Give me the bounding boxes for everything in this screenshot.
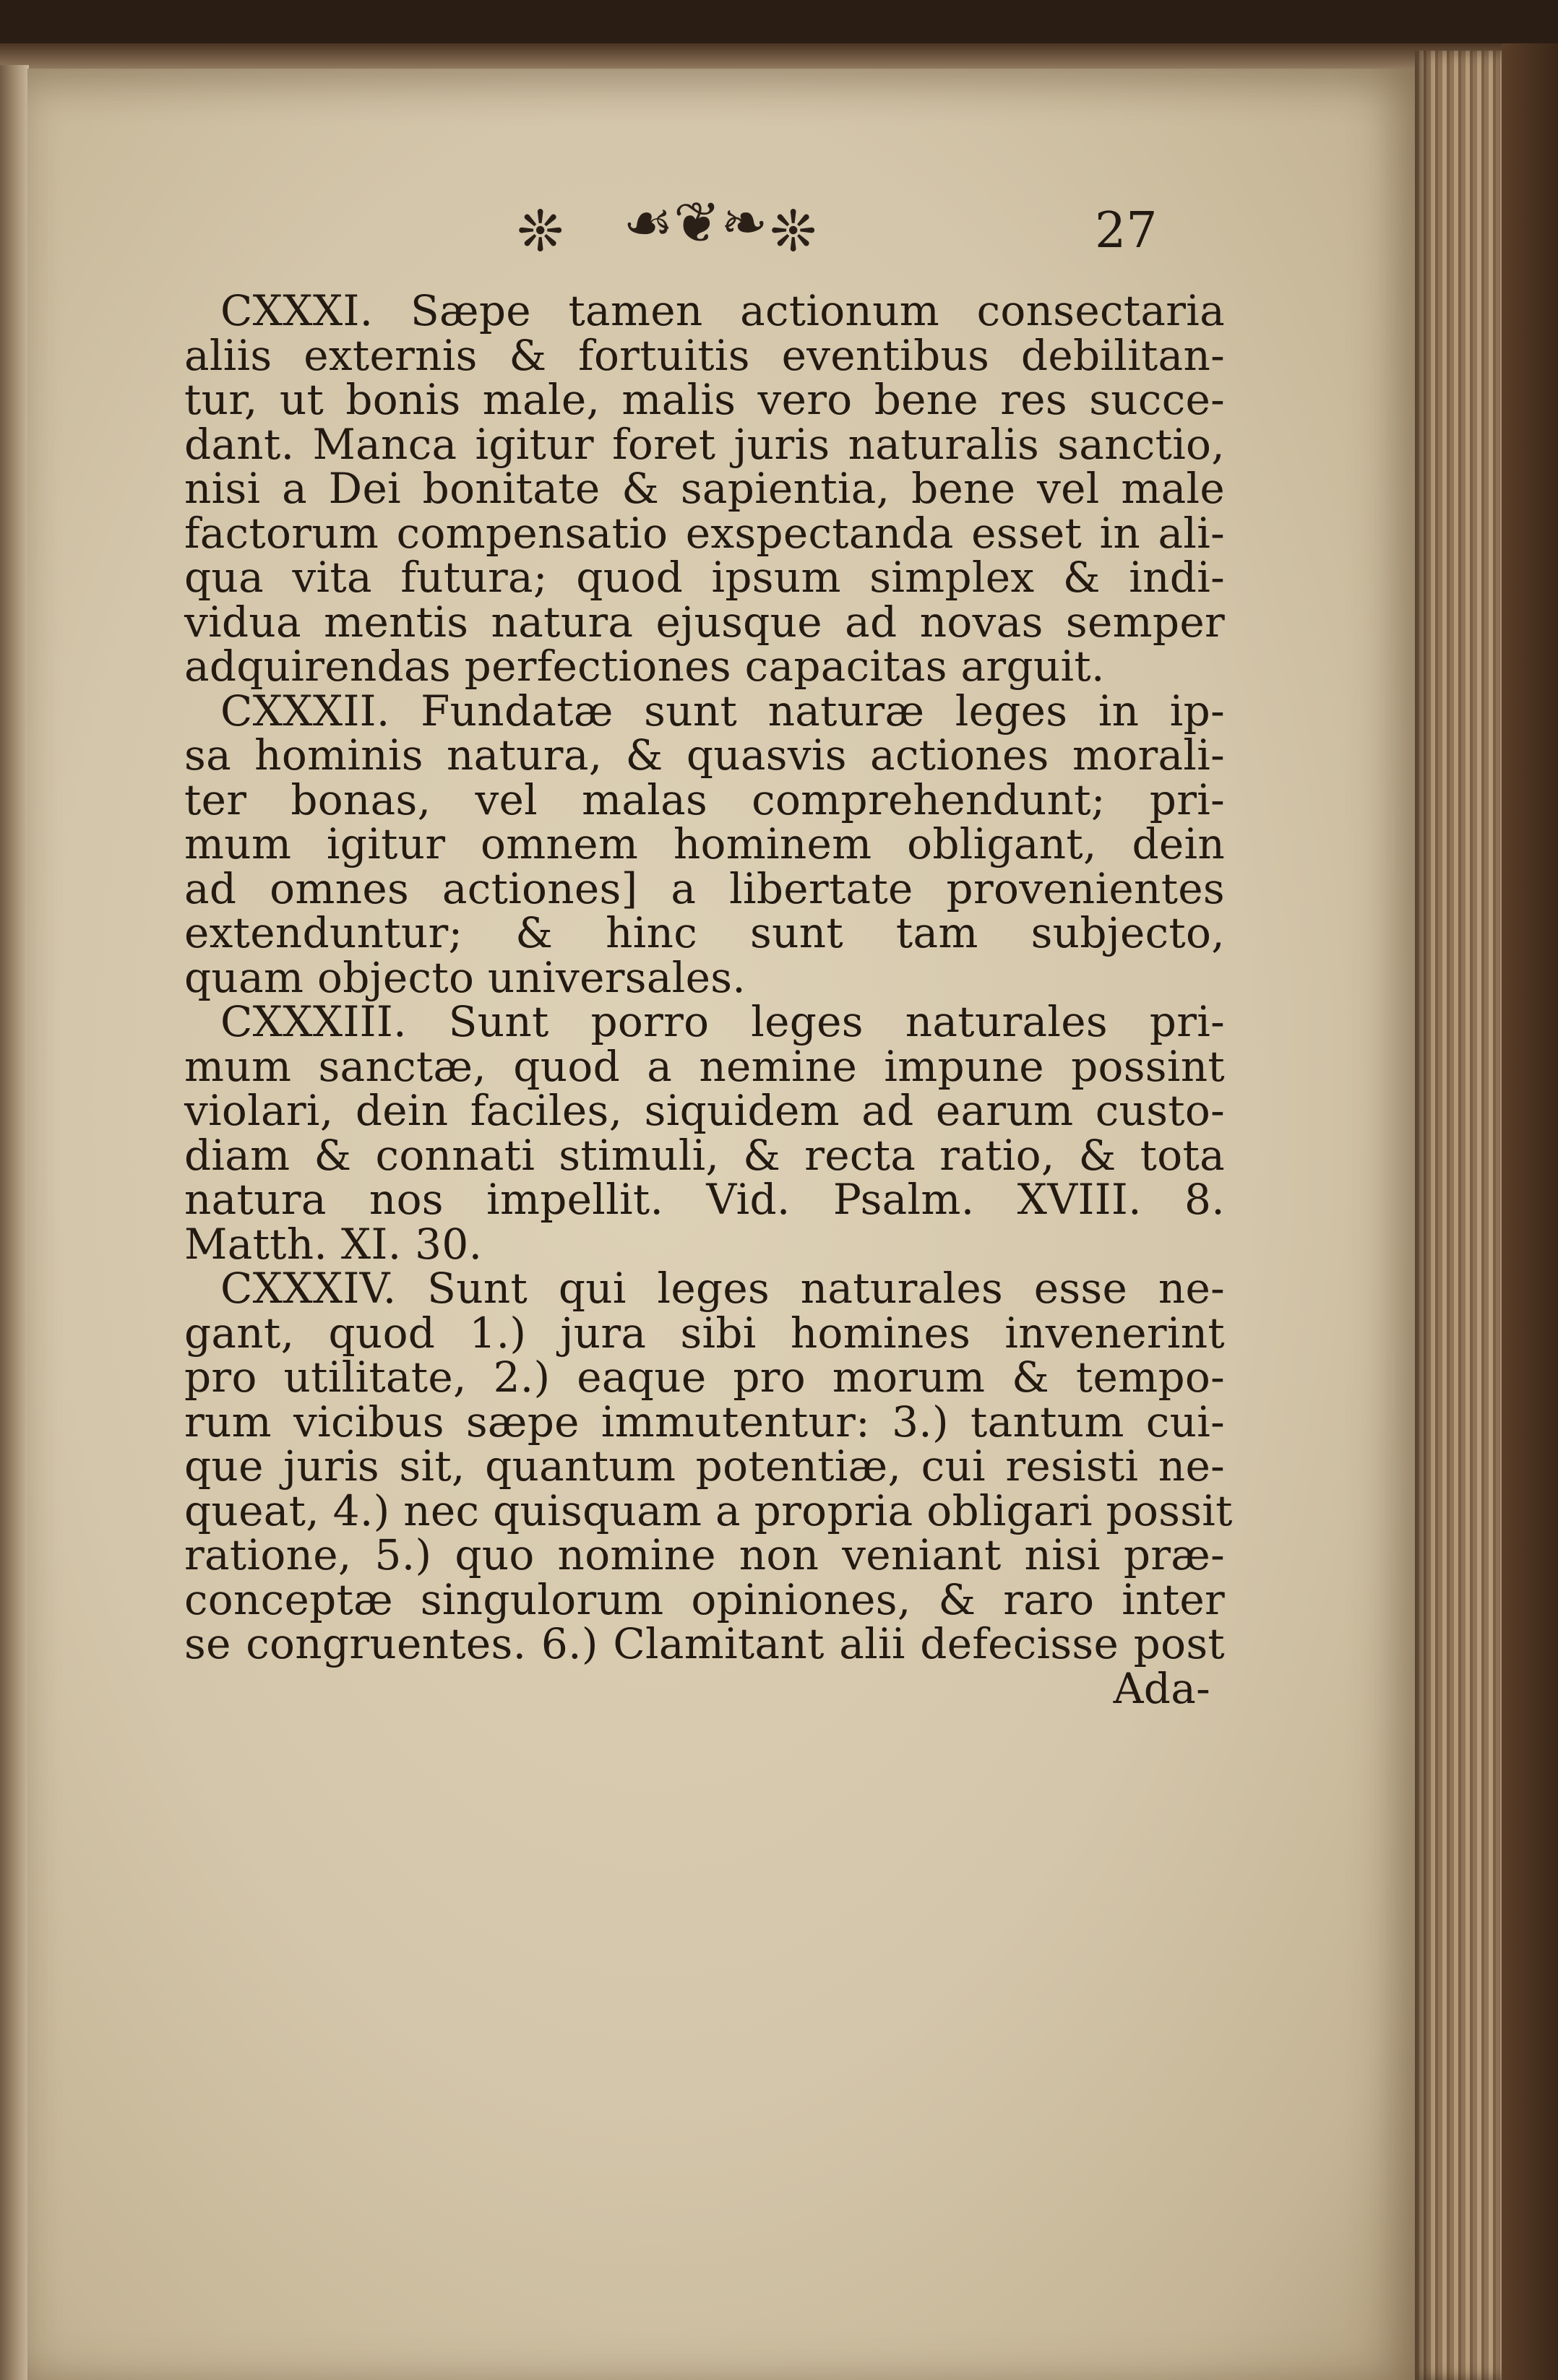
text-line: CXXXIII. Sunt porro leges naturales pri- <box>220 997 1225 1046</box>
text-line: tur, ut bonis male, malis vero bene res succe- <box>184 375 1225 424</box>
text-line: CXXXII. Fundatæ sunt naturæ leges in ip- <box>220 686 1225 736</box>
body-text <box>184 286 1233 1713</box>
text-line: factorum compensatio exspectanda esset in ali- <box>184 508 1225 558</box>
text-line: natura nos impellit. Vid. Psalm. XVIII. 8. <box>184 1175 1225 1224</box>
text-line: adquirendas perfectiones capacitas arguit. <box>184 642 1105 691</box>
text-line: pro utilitate, 2.) eaque pro morum & tempo- <box>184 1353 1225 1402</box>
text-line: violari, dein faciles, siquidem ad earum custo- <box>184 1086 1225 1135</box>
text-line: qua vita futura; quod ipsum simplex & indi- <box>184 553 1225 602</box>
text-line: mum sanctæ, quod a nemine impune possint <box>184 1041 1225 1091</box>
text-line: rum vicibus sæpe immutentur: 3.) tantum cui- <box>184 1397 1225 1446</box>
text-line: se congruentes. 6.) Clamitant alii defecisse post <box>184 1619 1225 1668</box>
text-line: CXXXIV. Sunt qui leges naturales esse ne- <box>220 1264 1225 1313</box>
text-line: nisi a Dei bonitate & sapientia, bene vel male <box>184 464 1225 513</box>
facing-page-edge <box>0 65 29 2380</box>
text-line: vidua mentis natura ejusque ad novas semper <box>184 597 1225 647</box>
text-line: aliis externis & fortuitis eventibus debilitan- <box>184 330 1225 380</box>
text-line: ad omnes actiones] a libertate provenientes <box>184 863 1225 913</box>
text-line: extenduntur; & hinc sunt tam subjecto, <box>184 908 1225 957</box>
text-line: quam objecto universales. <box>184 952 746 1002</box>
text-line: conceptæ singulorum opiniones, & raro inter <box>184 1574 1225 1624</box>
left-ornament-icon: ❊ <box>517 199 564 264</box>
text-line: gant, quod 1.) jura sibi homines invenerint <box>184 1308 1225 1358</box>
right-ornament-icon: ❊ <box>770 199 817 264</box>
text-line: mum igitur omnem hominem obligant, dein <box>184 819 1225 868</box>
text-line: CXXXI. Sæpe tamen actionum consectaria <box>220 286 1225 335</box>
center-ornament-icon: ☙❦❧ <box>623 191 768 256</box>
text-line: que juris sit, quantum potentiæ, cui resisti ne- <box>184 1441 1225 1491</box>
text-line: queat, 4.) nec quisquam a propria obligari possit <box>184 1486 1233 1535</box>
text-line: ratione, 5.) quo nomine non veniant nisi præ- <box>184 1530 1225 1579</box>
page-number: 27 <box>1095 202 1158 259</box>
text-line: Matth. XI. 30. <box>184 1219 483 1269</box>
text-line: dant. Manca igitur foret juris naturalis sanctio, <box>184 419 1225 469</box>
text-line: sa hominis natura, & quasvis actiones morali- <box>184 730 1225 780</box>
page-block-edges <box>1415 51 1502 2380</box>
book-cover-edge <box>1502 43 1558 2380</box>
running-headline <box>0 188 1558 275</box>
text-line: diam & connati stimuli, & recta ratio, & tota <box>184 1130 1225 1180</box>
text-line: ter bonas, vel malas comprehendunt; pri- <box>184 775 1225 824</box>
book-top-edge <box>0 43 1503 72</box>
catchword: Ada- <box>1113 1663 1210 1713</box>
